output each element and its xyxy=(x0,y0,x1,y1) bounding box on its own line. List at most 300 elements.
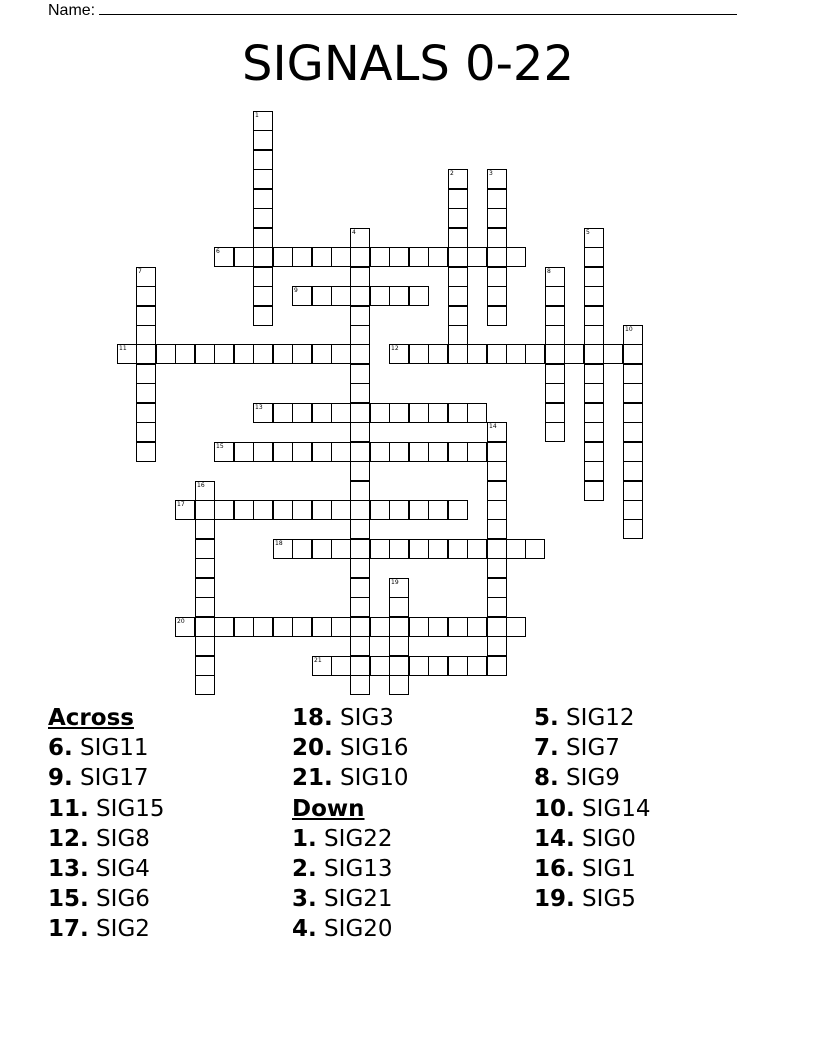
grid-cell[interactable] xyxy=(584,344,604,364)
grid-cell[interactable] xyxy=(350,539,370,559)
clue-text: SIG11 xyxy=(72,735,149,762)
clue-number-label: 20 xyxy=(177,618,185,625)
grid-cell[interactable] xyxy=(331,286,351,306)
clue-item xyxy=(292,854,409,884)
grid-cell[interactable] xyxy=(448,247,468,267)
grid-cell[interactable] xyxy=(409,617,429,637)
clue-number-label: 21 xyxy=(314,657,322,664)
clue-text: SIG22 xyxy=(316,825,393,852)
clue-number: 1. xyxy=(292,825,317,852)
grid-cell[interactable] xyxy=(487,500,507,520)
grid-cell[interactable] xyxy=(292,617,312,637)
clue-number: 18. xyxy=(292,705,333,731)
clue-number: 15. xyxy=(48,886,89,913)
grid-cell[interactable] xyxy=(409,442,429,462)
clue-number-label: 8 xyxy=(547,268,551,275)
grid-cell[interactable] xyxy=(487,442,507,462)
clue-item xyxy=(292,884,409,914)
grid-cell[interactable] xyxy=(487,189,507,209)
clue-number-label: 9 xyxy=(294,287,298,294)
clue-item xyxy=(292,733,409,763)
grid-cell[interactable] xyxy=(350,247,370,267)
grid-cell[interactable] xyxy=(136,403,156,423)
grid-cell[interactable] xyxy=(448,286,468,306)
grid-cell[interactable] xyxy=(389,617,409,637)
grid-cell[interactable] xyxy=(467,656,487,676)
clue-text: SIG2 xyxy=(88,916,150,943)
grid-cell[interactable] xyxy=(584,442,604,462)
clue-text: SIG7 xyxy=(558,735,620,762)
grid-cell[interactable] xyxy=(545,383,565,403)
grid-cell[interactable] xyxy=(214,500,234,520)
grid-cell[interactable] xyxy=(195,617,215,637)
grid-cell[interactable] xyxy=(253,306,273,326)
grid-cell[interactable] xyxy=(623,481,643,501)
clue-item xyxy=(534,824,651,854)
clue-number-label: 3 xyxy=(489,170,493,177)
grid-cell[interactable] xyxy=(448,344,468,364)
clue-number: 11. xyxy=(48,795,89,822)
grid-cell[interactable] xyxy=(214,617,234,637)
grid-cell[interactable] xyxy=(234,247,254,267)
grid-cell[interactable] xyxy=(487,286,507,306)
grid-cell[interactable] xyxy=(584,286,604,306)
grid-cell[interactable] xyxy=(370,403,390,423)
grid-cell[interactable] xyxy=(545,344,565,364)
clue-number-label: 13 xyxy=(255,404,263,411)
grid-cell[interactable] xyxy=(195,578,215,598)
grid-cell[interactable] xyxy=(389,597,409,617)
grid-cell[interactable] xyxy=(467,344,487,364)
grid-cell[interactable] xyxy=(350,558,370,578)
grid-cell[interactable] xyxy=(156,344,176,364)
grid-cell[interactable] xyxy=(448,539,468,559)
grid-cell[interactable] xyxy=(370,500,390,520)
clue-number-label: 19 xyxy=(391,579,399,586)
clue-number-label: 7 xyxy=(138,268,142,275)
grid-cell[interactable] xyxy=(389,247,409,267)
clue-number: 21. xyxy=(292,765,333,792)
grid-cell[interactable] xyxy=(448,306,468,326)
grid-cell[interactable] xyxy=(428,442,448,462)
grid-cell[interactable] xyxy=(448,617,468,637)
grid-cell[interactable] xyxy=(467,539,487,559)
clue-number-label: 16 xyxy=(197,482,205,489)
grid-cell[interactable] xyxy=(584,325,604,345)
grid-cell[interactable] xyxy=(136,286,156,306)
grid-cell[interactable] xyxy=(234,344,254,364)
grid-cell[interactable] xyxy=(584,403,604,423)
grid-cell[interactable] xyxy=(370,286,390,306)
grid-cell[interactable] xyxy=(350,597,370,617)
grid-cell[interactable] xyxy=(603,344,623,364)
grid-cell[interactable] xyxy=(467,247,487,267)
clue-text: SIG3 xyxy=(332,705,394,731)
clue-number: 4. xyxy=(292,916,317,943)
grid-cell[interactable] xyxy=(428,344,448,364)
grid-cell[interactable] xyxy=(584,364,604,384)
clue-number: 5. xyxy=(534,705,559,731)
grid-cell[interactable] xyxy=(273,442,293,462)
grid-cell[interactable] xyxy=(409,656,429,676)
grid-cell[interactable] xyxy=(175,344,195,364)
grid-cell[interactable] xyxy=(409,403,429,423)
clue-item xyxy=(534,854,651,884)
grid-cell[interactable] xyxy=(623,364,643,384)
grid-cell[interactable] xyxy=(545,364,565,384)
grid-cell[interactable] xyxy=(195,519,215,539)
grid-cell[interactable] xyxy=(409,500,429,520)
clue-item xyxy=(292,914,409,944)
grid-cell[interactable] xyxy=(448,325,468,345)
grid-cell[interactable] xyxy=(350,422,370,442)
grid-cell[interactable] xyxy=(331,539,351,559)
clue-number: 14. xyxy=(534,825,575,852)
grid-cell[interactable] xyxy=(428,403,448,423)
grid-cell[interactable] xyxy=(292,500,312,520)
grid-cell[interactable] xyxy=(312,403,332,423)
grid-cell[interactable] xyxy=(623,344,643,364)
grid-cell[interactable] xyxy=(273,344,293,364)
grid-cell[interactable] xyxy=(467,403,487,423)
clue-heading: Across xyxy=(48,705,134,731)
grid-cell[interactable] xyxy=(253,286,273,306)
grid-cell[interactable] xyxy=(487,617,507,637)
clue-number-label: 1 xyxy=(255,112,259,119)
clue-text: SIG13 xyxy=(316,856,393,883)
grid-cell[interactable] xyxy=(350,364,370,384)
grid-cell[interactable] xyxy=(389,636,409,656)
grid-cell[interactable] xyxy=(350,656,370,676)
clue-number-label: 10 xyxy=(625,326,633,333)
grid-cell[interactable] xyxy=(409,344,429,364)
grid-cell[interactable] xyxy=(584,383,604,403)
grid-cell[interactable] xyxy=(350,325,370,345)
clue-number: 2. xyxy=(292,856,317,883)
grid-cell[interactable] xyxy=(487,228,507,248)
grid-cell[interactable] xyxy=(136,364,156,384)
clue-item xyxy=(48,854,165,884)
grid-cell[interactable] xyxy=(253,189,273,209)
clue-item xyxy=(534,733,651,763)
grid-cell[interactable] xyxy=(253,247,273,267)
grid-cell[interactable] xyxy=(350,383,370,403)
grid-cell[interactable] xyxy=(273,500,293,520)
grid-cell[interactable] xyxy=(623,403,643,423)
grid-cell[interactable] xyxy=(312,442,332,462)
grid-cell[interactable] xyxy=(253,130,273,150)
grid-cell[interactable] xyxy=(448,189,468,209)
grid-cell[interactable] xyxy=(487,558,507,578)
grid-cell[interactable] xyxy=(350,403,370,423)
clue-number: 3. xyxy=(292,886,317,913)
grid-cell[interactable] xyxy=(428,539,448,559)
grid-cell[interactable] xyxy=(506,247,526,267)
grid-cell[interactable] xyxy=(136,422,156,442)
grid-cell[interactable] xyxy=(584,422,604,442)
grid-cell[interactable] xyxy=(448,228,468,248)
grid-cell[interactable] xyxy=(487,578,507,598)
clue-text: SIG20 xyxy=(316,916,393,943)
grid-cell[interactable] xyxy=(448,403,468,423)
clue-column-1 xyxy=(48,703,165,945)
clue-number: 16. xyxy=(534,856,575,883)
grid-cell[interactable] xyxy=(584,247,604,267)
clue-text: SIG8 xyxy=(88,825,150,852)
clue-item xyxy=(48,914,165,944)
clue-text: SIG9 xyxy=(558,765,620,792)
clue-item xyxy=(292,824,409,854)
grid-cell[interactable] xyxy=(545,306,565,326)
grid-cell[interactable] xyxy=(623,461,643,481)
grid-cell[interactable] xyxy=(195,539,215,559)
grid-cell[interactable] xyxy=(136,344,156,364)
clue-number-label: 2 xyxy=(450,170,454,177)
grid-cell[interactable] xyxy=(487,247,507,267)
grid-cell[interactable] xyxy=(234,617,254,637)
grid-cell[interactable] xyxy=(292,442,312,462)
grid-cell[interactable] xyxy=(584,461,604,481)
grid-cell[interactable] xyxy=(136,383,156,403)
grid-cell[interactable] xyxy=(253,344,273,364)
grid-cell[interactable] xyxy=(370,617,390,637)
grid-cell[interactable] xyxy=(623,442,643,462)
clue-number: 6. xyxy=(48,735,73,762)
grid-cell[interactable] xyxy=(487,597,507,617)
grid-cell[interactable] xyxy=(487,306,507,326)
grid-cell[interactable] xyxy=(409,286,429,306)
grid-cell[interactable] xyxy=(312,617,332,637)
grid-cell[interactable] xyxy=(350,578,370,598)
grid-cell[interactable] xyxy=(350,442,370,462)
clue-text: SIG16 xyxy=(332,735,409,762)
clue-number-label: 5 xyxy=(586,229,590,236)
grid-cell[interactable] xyxy=(623,519,643,539)
grid-cell[interactable] xyxy=(195,636,215,656)
grid-cell[interactable] xyxy=(487,519,507,539)
clue-item xyxy=(292,763,409,793)
clue-number-label: 15 xyxy=(216,443,224,450)
grid-cell[interactable] xyxy=(506,344,526,364)
grid-cell[interactable] xyxy=(487,539,507,559)
grid-cell[interactable] xyxy=(195,344,215,364)
grid-cell[interactable] xyxy=(350,267,370,287)
grid-cell[interactable] xyxy=(448,267,468,287)
grid-cell[interactable] xyxy=(253,617,273,637)
grid-cell[interactable] xyxy=(350,636,370,656)
grid-cell[interactable] xyxy=(331,617,351,637)
clue-item xyxy=(292,703,409,733)
grid-cell[interactable] xyxy=(487,481,507,501)
grid-cell[interactable] xyxy=(331,403,351,423)
clue-text: SIG12 xyxy=(558,705,635,731)
grid-cell[interactable] xyxy=(428,617,448,637)
grid-cell[interactable] xyxy=(331,247,351,267)
grid-cell[interactable] xyxy=(253,208,273,228)
clue-item xyxy=(534,884,651,914)
grid-cell[interactable] xyxy=(487,636,507,656)
clue-item xyxy=(534,794,651,824)
clue-text: SIG21 xyxy=(316,886,393,913)
grid-cell[interactable] xyxy=(350,675,370,695)
grid-cell[interactable] xyxy=(195,597,215,617)
clue-text: SIG0 xyxy=(574,825,636,852)
grid-cell[interactable] xyxy=(487,344,507,364)
grid-cell[interactable] xyxy=(584,267,604,287)
clue-number: 10. xyxy=(534,795,575,822)
grid-cell[interactable] xyxy=(350,617,370,637)
grid-cell[interactable] xyxy=(195,675,215,695)
grid-cell[interactable] xyxy=(623,500,643,520)
clue-number-label: 11 xyxy=(119,345,127,352)
grid-cell[interactable] xyxy=(312,539,332,559)
clue-column-3 xyxy=(534,703,651,914)
grid-cell[interactable] xyxy=(448,500,468,520)
grid-cell[interactable] xyxy=(467,442,487,462)
grid-cell[interactable] xyxy=(623,422,643,442)
grid-cell[interactable] xyxy=(331,656,351,676)
clue-item xyxy=(48,884,165,914)
grid-cell[interactable] xyxy=(545,422,565,442)
grid-cell[interactable] xyxy=(312,286,332,306)
grid-cell[interactable] xyxy=(312,344,332,364)
grid-cell[interactable] xyxy=(564,344,584,364)
clue-text: SIG6 xyxy=(88,886,150,913)
clue-text: SIG15 xyxy=(88,795,165,822)
grid-cell[interactable] xyxy=(389,286,409,306)
clue-number: 7. xyxy=(534,735,559,762)
grid-cell[interactable] xyxy=(350,461,370,481)
grid-cell[interactable] xyxy=(370,656,390,676)
clue-item xyxy=(48,794,165,824)
grid-cell[interactable] xyxy=(370,539,390,559)
clue-number: 9. xyxy=(48,765,73,792)
grid-cell[interactable] xyxy=(136,325,156,345)
grid-cell[interactable] xyxy=(195,558,215,578)
clue-number: 19. xyxy=(534,886,575,913)
clue-text: SIG1 xyxy=(574,856,636,883)
grid-cell[interactable] xyxy=(545,403,565,423)
clue-number-label: 17 xyxy=(177,501,185,508)
grid-cell[interactable] xyxy=(409,247,429,267)
grid-cell[interactable] xyxy=(253,442,273,462)
grid-cell[interactable] xyxy=(253,169,273,189)
grid-cell[interactable] xyxy=(136,306,156,326)
clue-item xyxy=(534,763,651,793)
clue-text: SIG5 xyxy=(574,886,636,913)
grid-cell[interactable] xyxy=(389,539,409,559)
clue-text: SIG14 xyxy=(574,795,651,822)
grid-cell[interactable] xyxy=(370,247,390,267)
grid-cell[interactable] xyxy=(487,656,507,676)
grid-cell[interactable] xyxy=(545,325,565,345)
grid-cell[interactable] xyxy=(253,228,273,248)
grid-cell[interactable] xyxy=(370,442,390,462)
grid-cell[interactable] xyxy=(350,286,370,306)
clue-number-label: 14 xyxy=(489,423,497,430)
clue-number-label: 6 xyxy=(216,248,220,255)
grid-cell[interactable] xyxy=(525,539,545,559)
grid-cell[interactable] xyxy=(292,539,312,559)
grid-cell[interactable] xyxy=(273,617,293,637)
grid-cell[interactable] xyxy=(312,247,332,267)
grid-cell[interactable] xyxy=(525,344,545,364)
grid-cell[interactable] xyxy=(487,461,507,481)
clue-number-label: 12 xyxy=(391,345,399,352)
grid-cell[interactable] xyxy=(428,656,448,676)
grid-cell[interactable] xyxy=(253,500,273,520)
grid-cell[interactable] xyxy=(253,150,273,170)
grid-cell[interactable] xyxy=(350,306,370,326)
grid-cell[interactable] xyxy=(584,481,604,501)
grid-cell[interactable] xyxy=(136,442,156,462)
clue-text: SIG4 xyxy=(88,856,150,883)
grid-cell[interactable] xyxy=(350,344,370,364)
grid-cell[interactable] xyxy=(195,656,215,676)
grid-cell[interactable] xyxy=(234,442,254,462)
clue-item xyxy=(48,824,165,854)
grid-cell[interactable] xyxy=(487,208,507,228)
grid-cell[interactable] xyxy=(312,500,332,520)
grid-cell[interactable] xyxy=(448,208,468,228)
grid-cell[interactable] xyxy=(389,500,409,520)
grid-cell[interactable] xyxy=(448,656,468,676)
grid-cell[interactable] xyxy=(448,442,468,462)
clue-number: 13. xyxy=(48,856,89,883)
clue-number: 17. xyxy=(48,916,89,943)
grid-cell[interactable] xyxy=(331,442,351,462)
grid-cell[interactable] xyxy=(506,617,526,637)
grid-cell[interactable] xyxy=(292,403,312,423)
grid-cell[interactable] xyxy=(584,306,604,326)
grid-cell[interactable] xyxy=(273,403,293,423)
grid-cell[interactable] xyxy=(331,344,351,364)
grid-cell[interactable] xyxy=(195,500,215,520)
grid-cell[interactable] xyxy=(467,617,487,637)
clue-item xyxy=(48,763,165,793)
grid-cell[interactable] xyxy=(389,675,409,695)
grid-cell[interactable] xyxy=(350,519,370,539)
grid-cell[interactable] xyxy=(389,403,409,423)
grid-cell[interactable] xyxy=(487,267,507,287)
grid-cell[interactable] xyxy=(428,500,448,520)
grid-cell[interactable] xyxy=(545,286,565,306)
grid-cell[interactable] xyxy=(623,383,643,403)
grid-cell[interactable] xyxy=(331,500,351,520)
grid-cell[interactable] xyxy=(506,539,526,559)
clue-number: 12. xyxy=(48,825,89,852)
clue-item xyxy=(534,703,651,733)
clue-number: 20. xyxy=(292,735,333,762)
grid-cell[interactable] xyxy=(389,656,409,676)
clue-number-label: 18 xyxy=(275,540,283,547)
grid-cell[interactable] xyxy=(273,247,293,267)
clue-text: SIG10 xyxy=(332,765,409,792)
grid-cell[interactable] xyxy=(253,267,273,287)
grid-cell[interactable] xyxy=(214,344,234,364)
grid-cell[interactable] xyxy=(389,442,409,462)
grid-cell[interactable] xyxy=(292,344,312,364)
grid-cell[interactable] xyxy=(350,500,370,520)
grid-cell[interactable] xyxy=(428,247,448,267)
clue-text: SIG17 xyxy=(72,765,149,792)
clue-number-label: 4 xyxy=(352,229,356,236)
clue-number: 8. xyxy=(534,765,559,792)
grid-cell[interactable] xyxy=(292,247,312,267)
grid-cell[interactable] xyxy=(234,500,254,520)
grid-cell[interactable] xyxy=(409,539,429,559)
grid-cell[interactable] xyxy=(350,481,370,501)
